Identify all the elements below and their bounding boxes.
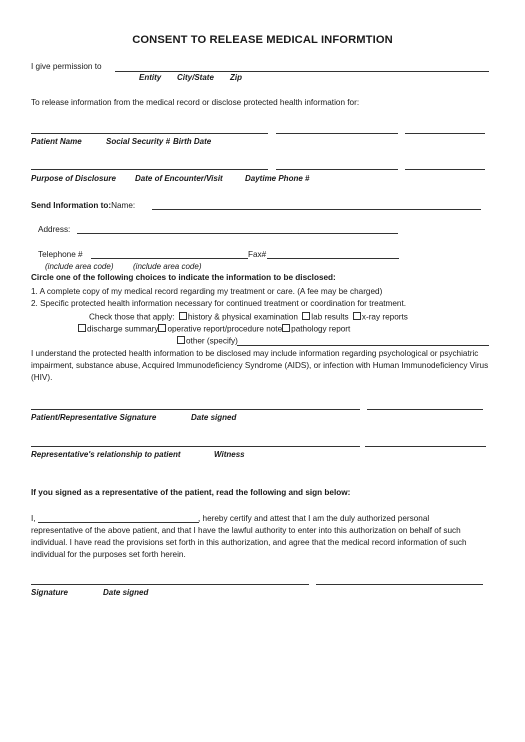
- daytime-phone-field[interactable]: [405, 169, 485, 170]
- send-info-label: Send Information to:: [31, 201, 112, 210]
- xray-label: x-ray reports: [361, 312, 408, 322]
- area-code-note-1: (include area code): [45, 262, 114, 271]
- telephone-field[interactable]: [91, 258, 248, 259]
- fax-label: Fax#: [248, 250, 267, 259]
- discharge-checkbox[interactable]: [78, 324, 86, 332]
- fax-field[interactable]: [267, 258, 399, 259]
- operative-checkbox[interactable]: [158, 324, 166, 332]
- relationship-label: Representative's relationship to patient: [31, 450, 181, 459]
- other-label: other (specify): [186, 336, 238, 346]
- history-checkbox[interactable]: [179, 312, 187, 320]
- witness-label: Witness: [214, 450, 245, 459]
- i-label: I,: [31, 514, 36, 523]
- ssn-field[interactable]: [276, 133, 398, 134]
- purpose-field[interactable]: [31, 169, 268, 170]
- zip-label: Zip: [230, 73, 242, 82]
- history-label: history & physical examination: [187, 312, 298, 322]
- patient-date-field[interactable]: [367, 409, 483, 410]
- send-name-field[interactable]: [152, 209, 481, 210]
- telephone-label: Telephone #: [38, 250, 83, 259]
- choice-item-2[interactable]: 2. Specific protected health information necessary for continued treatment or coordination for treatment.: [31, 299, 407, 308]
- choices-heading: Circle one of the following choices to indicate the information to be disclosed:: [31, 273, 336, 282]
- check-row-2: [78, 324, 350, 335]
- patient-rep-signature-label: Patient/Representative Signature: [31, 413, 157, 422]
- lab-checkbox[interactable]: [302, 312, 310, 320]
- representative-heading: If you signed as a representative of the patient, read the following and sign below:: [31, 488, 351, 497]
- ssn-label: Social Security #: [106, 137, 171, 146]
- lab-label: lab results: [311, 312, 349, 322]
- check-label: Check those that apply:: [89, 312, 175, 322]
- check-row-3: [177, 336, 238, 347]
- patient-signature-field[interactable]: [31, 409, 360, 410]
- daytime-phone-label: Daytime Phone #: [245, 174, 310, 183]
- purpose-label: Purpose of Disclosure: [31, 174, 116, 183]
- choice-item-1[interactable]: 1. A complete copy of my medical record regarding my treatment or care. (A fee may be charged): [31, 287, 383, 296]
- pathology-checkbox[interactable]: [282, 324, 290, 332]
- pathology-label: pathology report: [291, 324, 351, 334]
- patient-name-label: Patient Name: [31, 137, 82, 146]
- other-specify-field[interactable]: [237, 345, 489, 346]
- date-signed-label-1: Date signed: [191, 413, 237, 422]
- relationship-field[interactable]: [31, 446, 360, 447]
- witness-field[interactable]: [365, 446, 486, 447]
- permission-label: I give permission to: [31, 62, 102, 71]
- release-intro: To release information from the medical record or disclose protected health information for:: [31, 98, 360, 107]
- entity-label: Entity: [139, 73, 162, 82]
- other-checkbox[interactable]: [177, 336, 185, 344]
- hiv-statement: I understand the protected health information to be disclosed may include information regarding psychological or psychiatric impairment, substance abuse, Acquired Immunodeficiency Syndrome (AIDS), or infection with Human Immunodeficiency Virus (HIV).: [31, 349, 489, 382]
- discharge-label: discharge summary: [87, 324, 159, 334]
- address-label: Address:: [38, 225, 71, 234]
- xray-checkbox[interactable]: [353, 312, 361, 320]
- representative-body: representative of the above patient, and that I have the lawful authority to enter into this authorization on behalf of such individual. I have read the provisions set forth in this authorization, and agree that the medical record information of such individual for the purposes set forth herein.: [31, 526, 467, 559]
- representative-name-field[interactable]: [38, 522, 199, 523]
- form-title: CONSENT TO RELEASE MEDICAL INFORMTION: [132, 34, 393, 46]
- final-signature-field[interactable]: [31, 584, 309, 585]
- final-signature-label: Signature: [31, 588, 68, 597]
- date-encounter-label: Date of Encounter/Visit: [135, 174, 223, 183]
- address-field[interactable]: [77, 233, 398, 234]
- operative-label: operative report/procedure note: [167, 324, 283, 334]
- birth-date-label: Birth Date: [173, 137, 212, 146]
- area-code-note-2: (include area code): [133, 262, 202, 271]
- send-name-label: Name:: [111, 201, 136, 210]
- check-row-1: [89, 312, 408, 323]
- certify-text: , hereby certify and attest that I am the duly authorized personal: [198, 514, 430, 523]
- final-date-signed-label: Date signed: [103, 588, 149, 597]
- permission-entity-field[interactable]: [115, 71, 489, 72]
- final-date-field[interactable]: [316, 584, 483, 585]
- city-state-label: City/State: [177, 73, 214, 82]
- patient-name-field[interactable]: [31, 133, 268, 134]
- birth-date-field[interactable]: [405, 133, 485, 134]
- date-encounter-field[interactable]: [276, 169, 398, 170]
- send-info-row: [31, 201, 135, 211]
